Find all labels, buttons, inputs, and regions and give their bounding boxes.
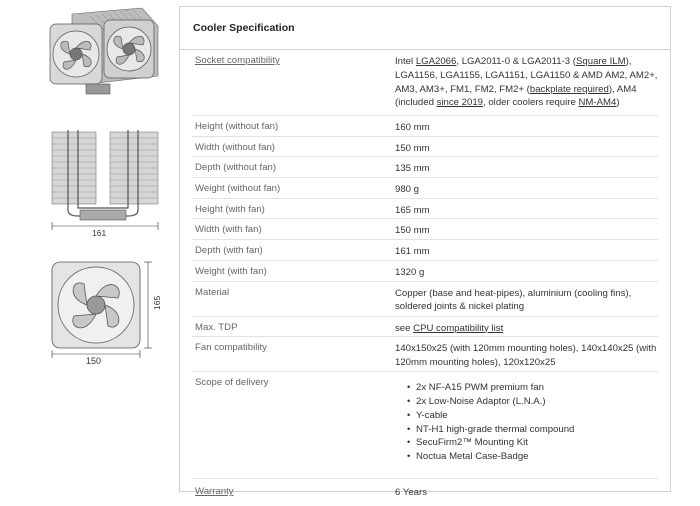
- width-with-fan-label: Width (with fan): [195, 224, 262, 236]
- cooler-render-image: [42, 6, 162, 101]
- list-item: • 2x NF-A15 PWM premium fan: [407, 381, 658, 395]
- scope-of-delivery-value: [395, 372, 658, 478]
- depth-with-fan-label: Depth (with fan): [195, 245, 263, 257]
- backplate-required-link[interactable]: backplate required: [529, 83, 609, 95]
- row-depth-with-fan: [192, 240, 658, 261]
- socket-compatibility-value: Intel LGA2066, LGA2011-0 & LGA2011-3 (Square ILM), LGA1156, LGA1155, LGA1151, LGA1150 & AMD AM2, AM2+, AM3, AM3+, FM1, FM2, FM2+ (backplate required), AM4 (included since 2019, older coolers require NM-AM4): [395, 56, 658, 109]
- list-item: • Noctua Metal Case-Badge: [407, 450, 658, 464]
- spec-title: Cooler Specification: [180, 7, 670, 50]
- height-with-fan-value: 165 mm: [395, 204, 430, 216]
- material-value: Copper (base and heat-pipes), aluminium (cooling fins), soldered joints & nickel plating: [395, 287, 632, 313]
- row-material: [192, 282, 658, 317]
- cooler-front-view-drawing: [48, 258, 168, 368]
- row-scope-of-delivery: [192, 372, 658, 479]
- row-max-tdp: [192, 317, 658, 338]
- cooler-specification-panel: [179, 6, 671, 499]
- list-item: • NT-H1 high-grade thermal compound: [407, 423, 658, 437]
- side-width-label: 161: [92, 228, 107, 238]
- square-ilm-link[interactable]: Square ILM: [576, 56, 626, 67]
- max-tdp-value: see CPU compatibility list: [395, 322, 504, 334]
- lga2066-link[interactable]: LGA2066: [415, 56, 457, 67]
- weight-with-fan-label: Weight (with fan): [195, 265, 267, 277]
- width-without-fan-value: 150 mm: [395, 142, 430, 154]
- front-width-label: 150: [86, 356, 102, 366]
- row-width-without-fan: [192, 137, 658, 158]
- row-socket-compatibility: [192, 50, 658, 116]
- row-weight-without-fan: [192, 178, 658, 199]
- product-images: [0, 0, 180, 506]
- height-with-fan-label: Height (with fan): [195, 203, 265, 215]
- row-fan-compatibility: [192, 337, 658, 372]
- width-with-fan-value: 150 mm: [395, 225, 430, 237]
- weight-without-fan-label: Weight (without fan): [195, 183, 281, 195]
- depth-without-fan-label: Depth (without fan): [195, 162, 277, 174]
- list-item: • SecuFirm2™ Mounting Kit: [407, 436, 658, 450]
- cooler-side-view-drawing: [48, 124, 168, 239]
- fan-compatibility-value: 140x150x25 (with 120mm mounting holes), 140x140x25 (with 120mm mounting holes), 120x120x25: [395, 343, 657, 368]
- row-warranty: [192, 479, 658, 503]
- socket-compatibility-label[interactable]: Socket compatibility: [195, 55, 280, 66]
- material-label: Material: [195, 286, 230, 298]
- spec-table: [180, 50, 670, 503]
- row-weight-with-fan: [192, 261, 658, 282]
- scope-of-delivery-label: Scope of delivery: [195, 377, 269, 389]
- width-without-fan-label: Width (without fan): [195, 141, 275, 153]
- height-without-fan-value: 160 mm: [395, 122, 430, 133]
- cpu-compatibility-list-link[interactable]: CPU compatibility list: [413, 322, 504, 334]
- depth-without-fan-value: 135 mm: [395, 163, 430, 175]
- warranty-value: 6 Years: [395, 487, 428, 499]
- row-height-with-fan: [192, 199, 658, 220]
- height-without-fan-label: Height (without fan): [195, 121, 279, 132]
- list-item: • Y-cable: [407, 409, 658, 423]
- depth-with-fan-value: 161 mm: [395, 246, 430, 258]
- since-2019-link[interactable]: since 2019: [436, 97, 484, 109]
- weight-with-fan-value: 1320 g: [395, 266, 425, 278]
- fan-compatibility-label: Fan compatibility: [195, 342, 267, 354]
- delivery-list: [395, 381, 658, 464]
- front-height-label: 165: [152, 295, 162, 310]
- nm-am4-link[interactable]: NM-AM4: [578, 97, 617, 109]
- row-height-without-fan: [192, 116, 658, 137]
- row-depth-without-fan: [192, 157, 658, 178]
- row-width-with-fan: [192, 219, 658, 240]
- warranty-label[interactable]: Warranty: [195, 486, 234, 498]
- weight-without-fan-value: 980 g: [395, 184, 420, 196]
- max-tdp-label: Max. TDP: [195, 321, 238, 333]
- list-item: • 2x Low-Noise Adaptor (L.N.A.): [407, 395, 658, 409]
